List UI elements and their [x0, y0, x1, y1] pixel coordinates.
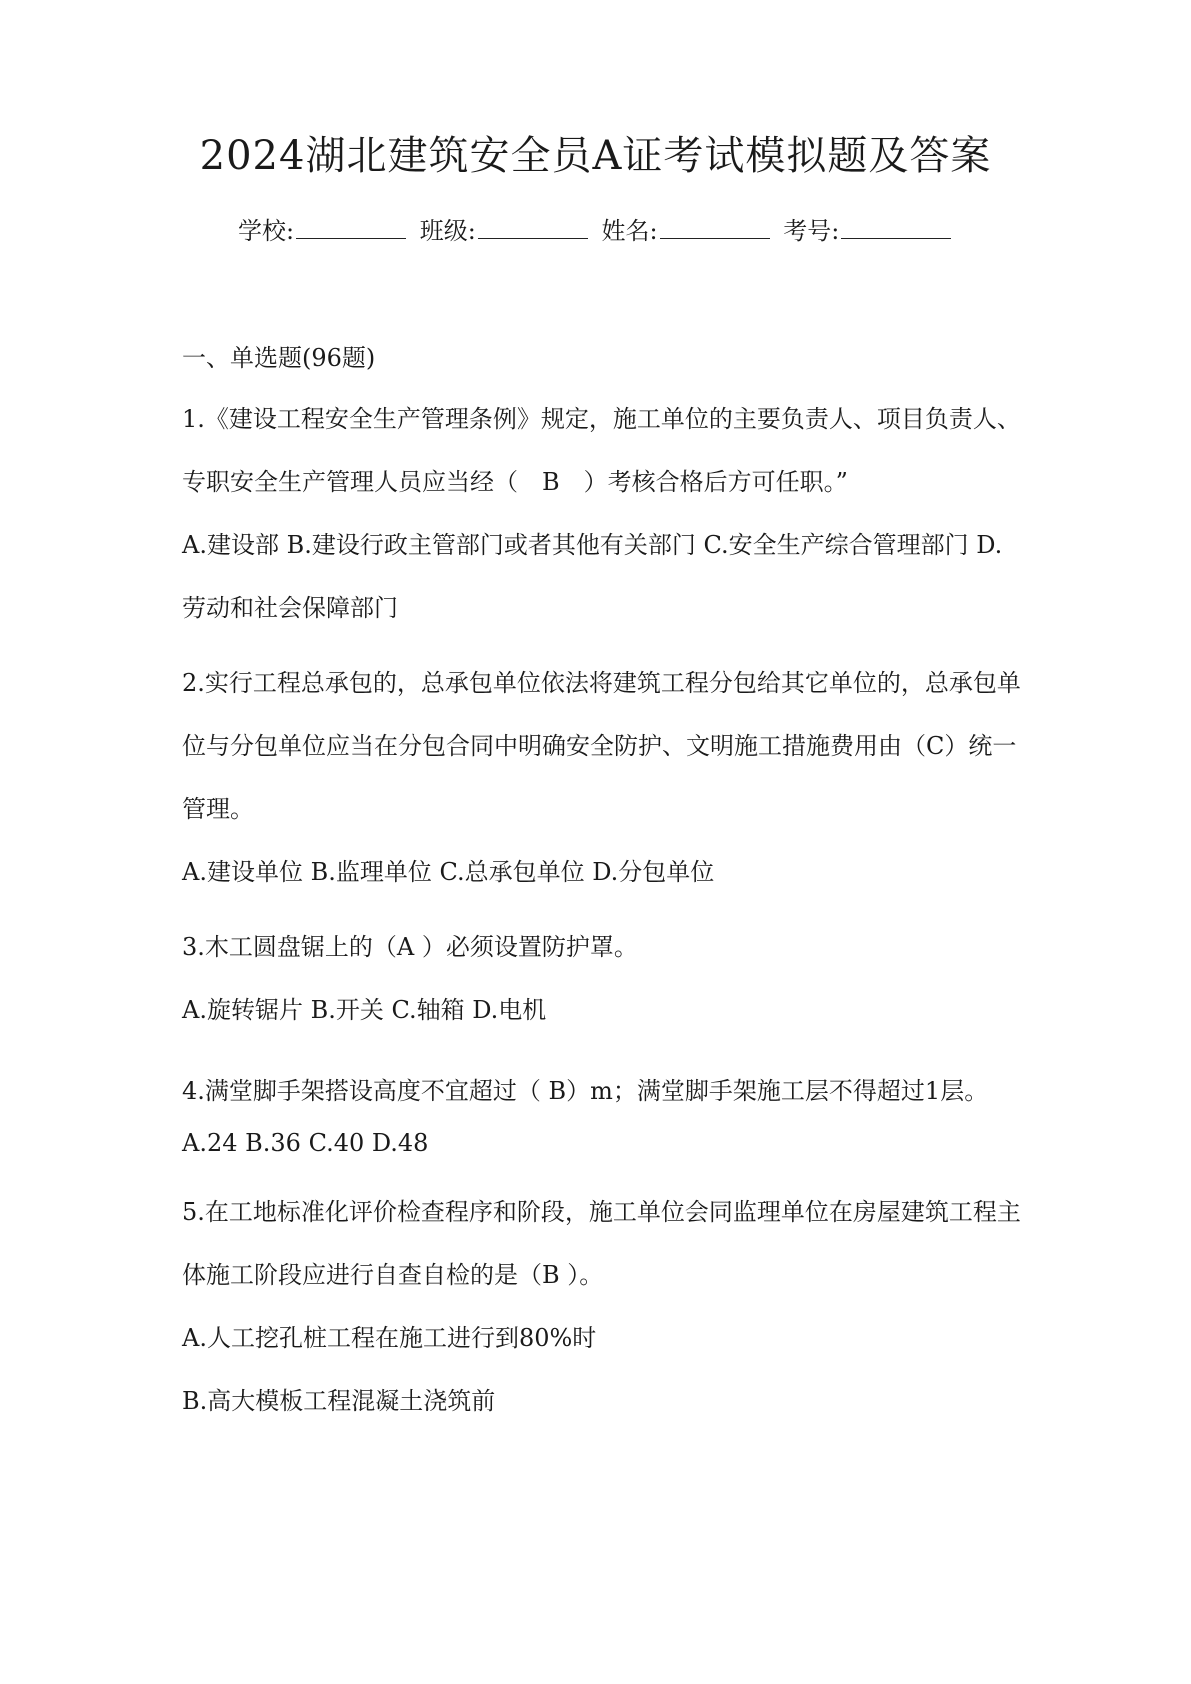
name-label: 姓名: — [601, 217, 658, 245]
question-text: 3.木工圆盘锯上的（A ）必须设置防护罩。 — [182, 933, 638, 961]
school-field — [238, 214, 406, 248]
document-title: 2024湖北建筑安全员A证考试模拟题及答案 — [199, 133, 992, 179]
question-2 — [182, 652, 1022, 904]
student-info-row — [238, 214, 957, 248]
question-3 — [182, 916, 1022, 1042]
exam-number-label: 考号: — [783, 217, 840, 245]
question-text: 2.实行工程总承包的，总承包单位依法将建筑工程分包给其它单位的，总承包单位与分包单位应当在分包合同中明确安全防护、文明施工措施费用由（C）统一管理。 — [182, 669, 1021, 823]
question-options: A.建设单位 B.监理单位 C.总承包单位 D.分包单位 — [182, 858, 715, 886]
school-label: 学校: — [238, 217, 295, 245]
name-blank — [660, 216, 770, 239]
question-options: A.24 B.36 C.40 D.48 — [182, 1129, 429, 1157]
exam-number-field — [783, 214, 951, 248]
section-heading: 一、单选题(96题) — [182, 344, 376, 372]
question-option-a: A.人工挖孔桩工程在施工进行到80%时 — [182, 1324, 597, 1352]
class-label: 班级: — [419, 217, 476, 245]
question-text: 4.满堂脚手架搭设高度不宜超过（ B）m；满堂脚手架施工层不得超过1层。 — [182, 1077, 989, 1105]
exam-number-blank — [841, 216, 951, 239]
question-options: A.建设部 B.建设行政主管部门或者其他有关部门 C.安全生产综合管理部门 D.劳动和社会保障部门 — [182, 531, 1003, 622]
question-1 — [182, 388, 1022, 640]
class-blank — [478, 216, 588, 239]
question-4 — [182, 1060, 1022, 1163]
question-option-b: B.高大模板工程混凝土浇筑前 — [182, 1387, 496, 1415]
question-text: 1.《建设工程安全生产管理条例》规定，施工单位的主要负责人、项目负责人、专职安全生产管理人员应当经（ B ）考核合格后方可任职。” — [182, 405, 1021, 496]
school-blank — [296, 216, 406, 239]
name-field — [601, 214, 769, 248]
class-field — [420, 214, 588, 248]
question-options: A.旋转锯片 B.开关 C.轴箱 D.电机 — [182, 996, 547, 1024]
question-text: 5.在工地标准化评价检查程序和阶段，施工单位会同监理单位在房屋建筑工程主体施工阶段应进行自查自检的是（B ）。 — [182, 1198, 1021, 1289]
question-5 — [182, 1181, 1022, 1433]
question-list — [182, 338, 1022, 1433]
